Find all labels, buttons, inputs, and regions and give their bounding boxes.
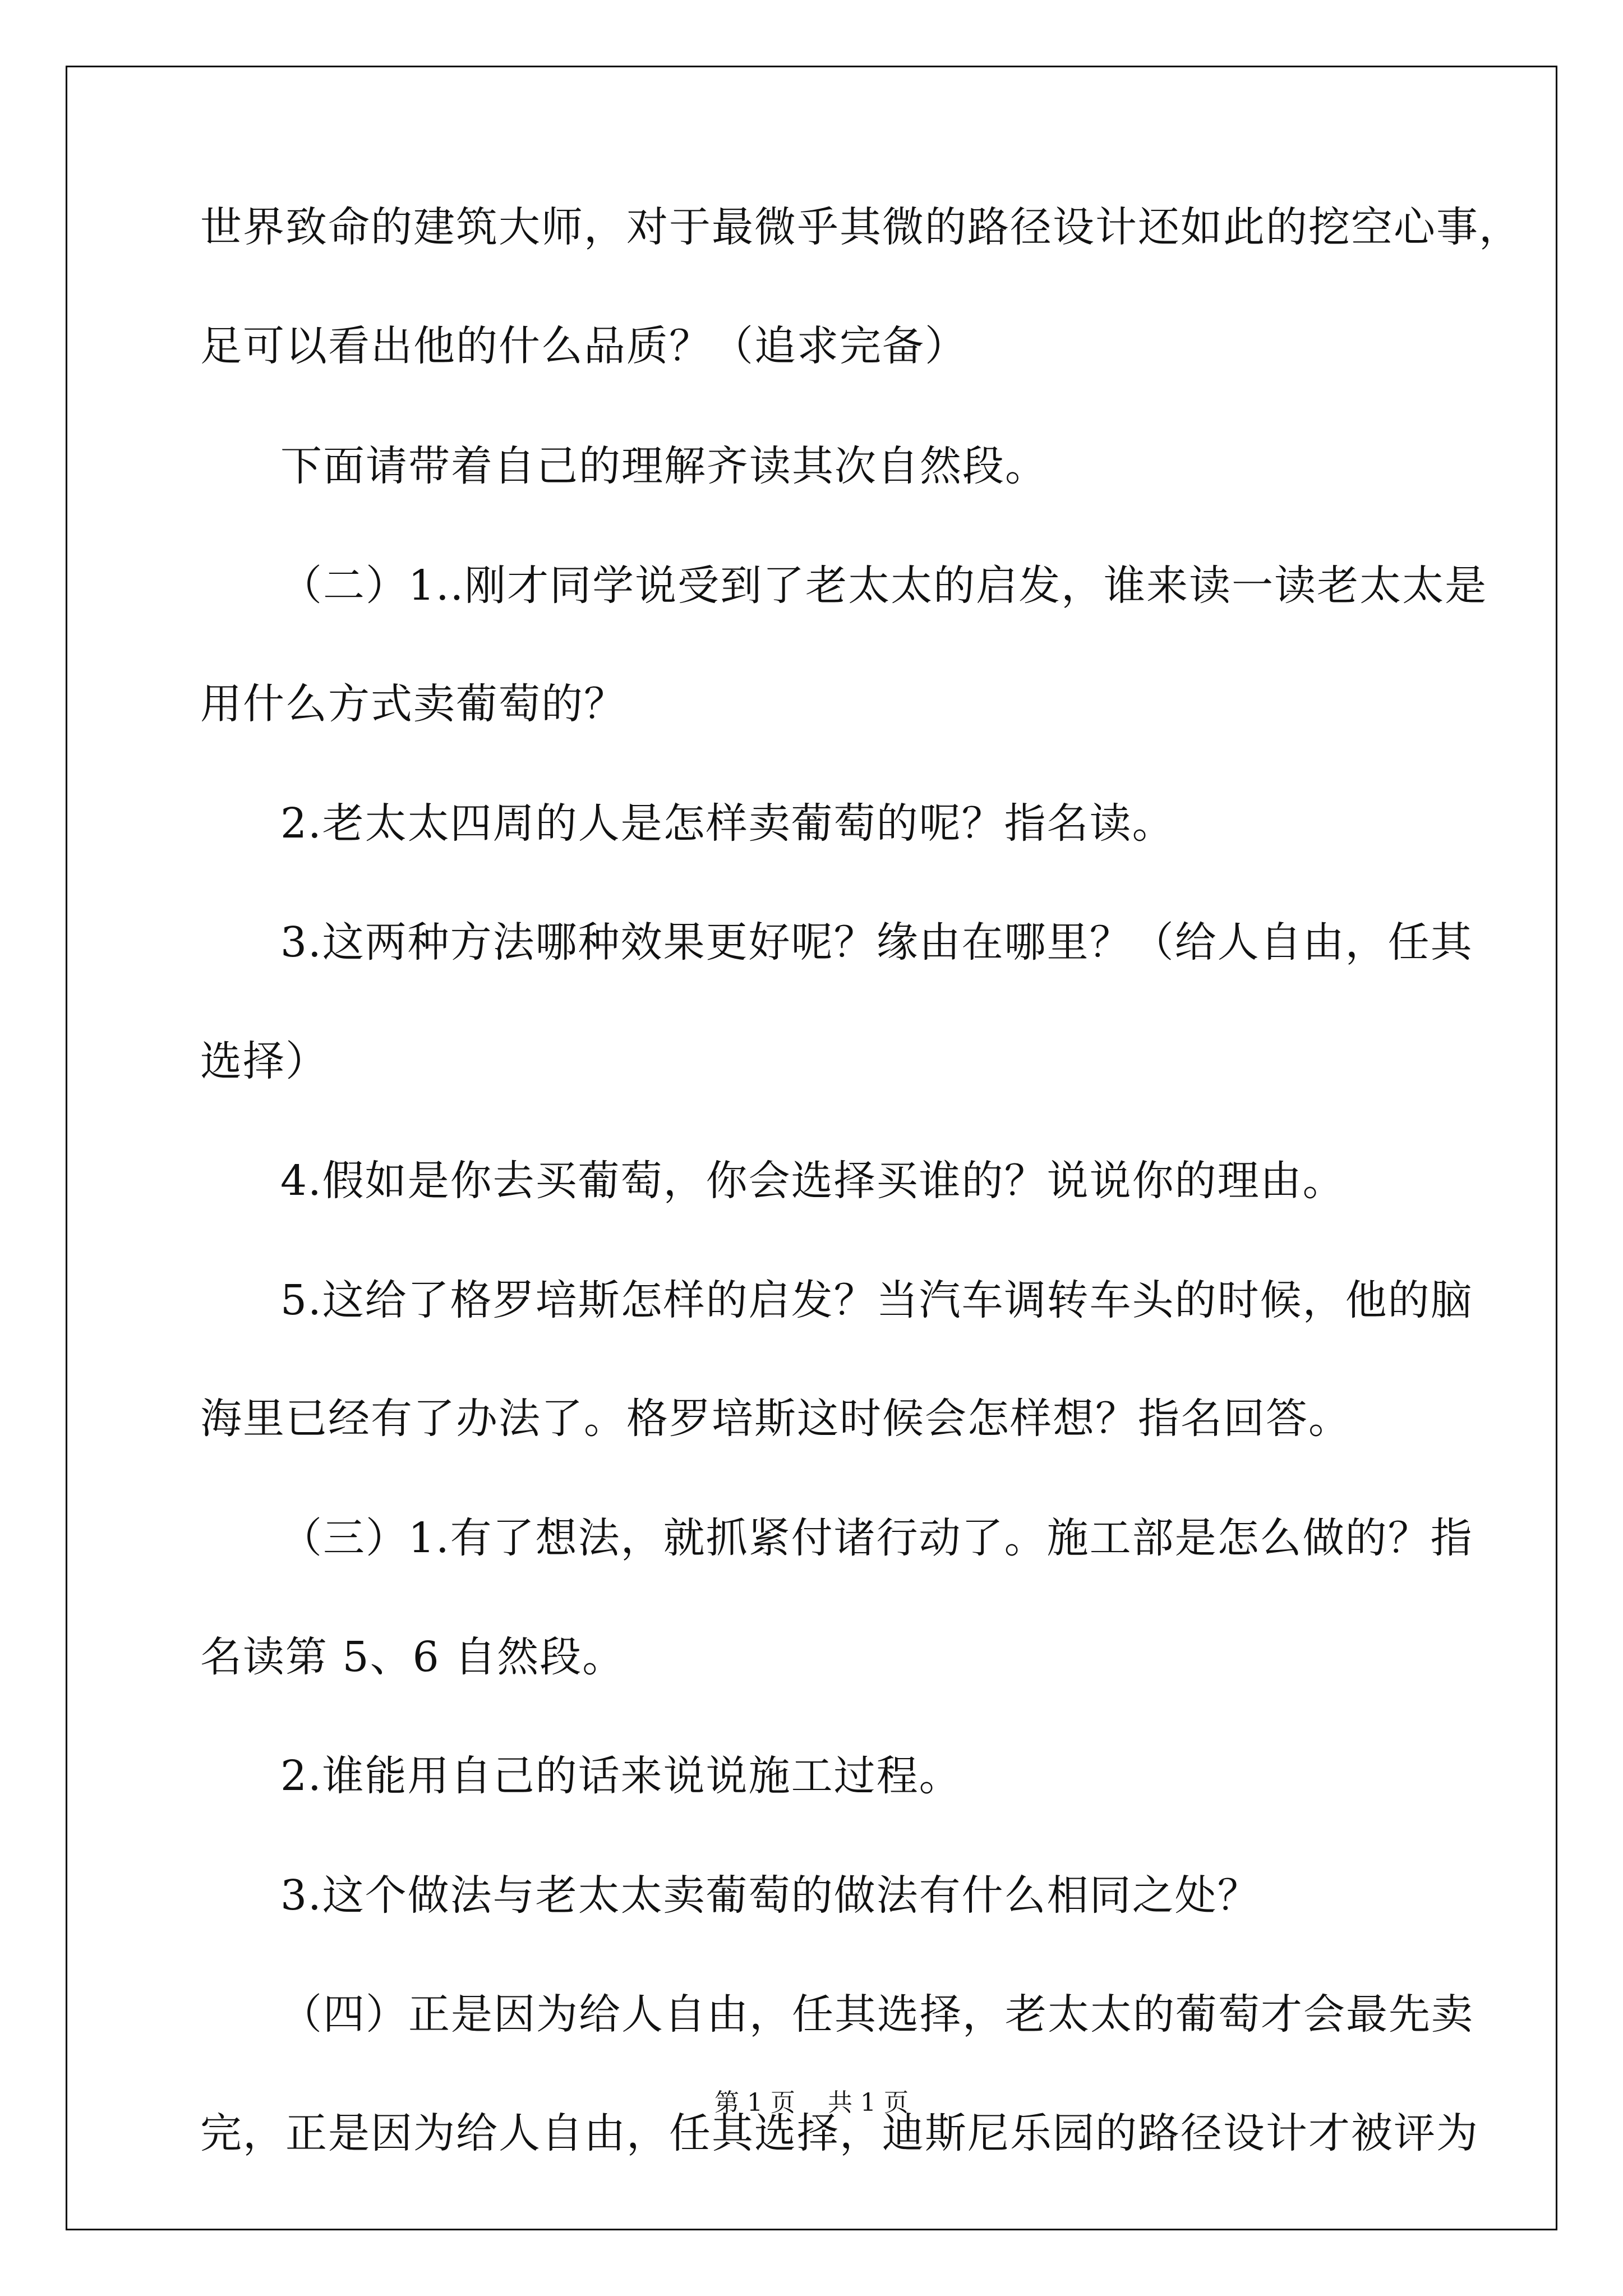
text-line: 下面请带着自己的理解齐读其次自然段。 [280,442,1048,490]
text-line: 海里已经有了办法了。格罗培斯这时候会怎样想？指名回答。 [200,1395,1351,1443]
text-line: 2.谁能用自己的话来说说施工过程。 [280,1752,962,1800]
text-line: （二）1..刚才同学说受到了老太太的启发，谁来读一读老太太是 [280,562,1488,610]
text-line: 2.老太太四周的人是怎样卖葡萄的呢？指名读。 [280,799,1175,848]
text-line: 3.这两种方法哪种效果更好呢？缘由在哪里？（给人自由，任其 [280,918,1473,967]
text-line: 名读第 5、6 自然段。 [200,1633,625,1681]
text-line: 足可以看出他的什么品质？（追求完备） [200,322,967,370]
page-number-footer: 第 1 页 共 1 页 [714,2088,909,2117]
text-line: 世界致命的建筑大师，对于最微乎其微的路径设计还如此的挖空心事， [200,203,1521,251]
text-line: 3.这个做法与老太太卖葡萄的做法有什么相同之处？ [280,1871,1260,1920]
text-line: 5.这给了格罗培斯怎样的启发？当汽车调转车头的时候，他的脑 [280,1276,1473,1324]
text-line: （四）正是因为给人自由，任其选择，老太太的葡萄才会最先卖 [280,1990,1474,2039]
text-line: 用什么方式卖葡萄的？ [200,680,626,728]
text-line: 4.假如是你去买葡萄，你会选择买谁的？说说你的理由。 [280,1157,1345,1205]
text-line: 选择） [200,1037,328,1085]
text-line: 完，正是因为给人自由，任其选择，迪斯尼乐园的路径设计才被评为 [200,2109,1479,2157]
text-line: （三）1.有了想法，就抓紧付诸行动了。施工部是怎么做的？指 [280,1514,1473,1562]
